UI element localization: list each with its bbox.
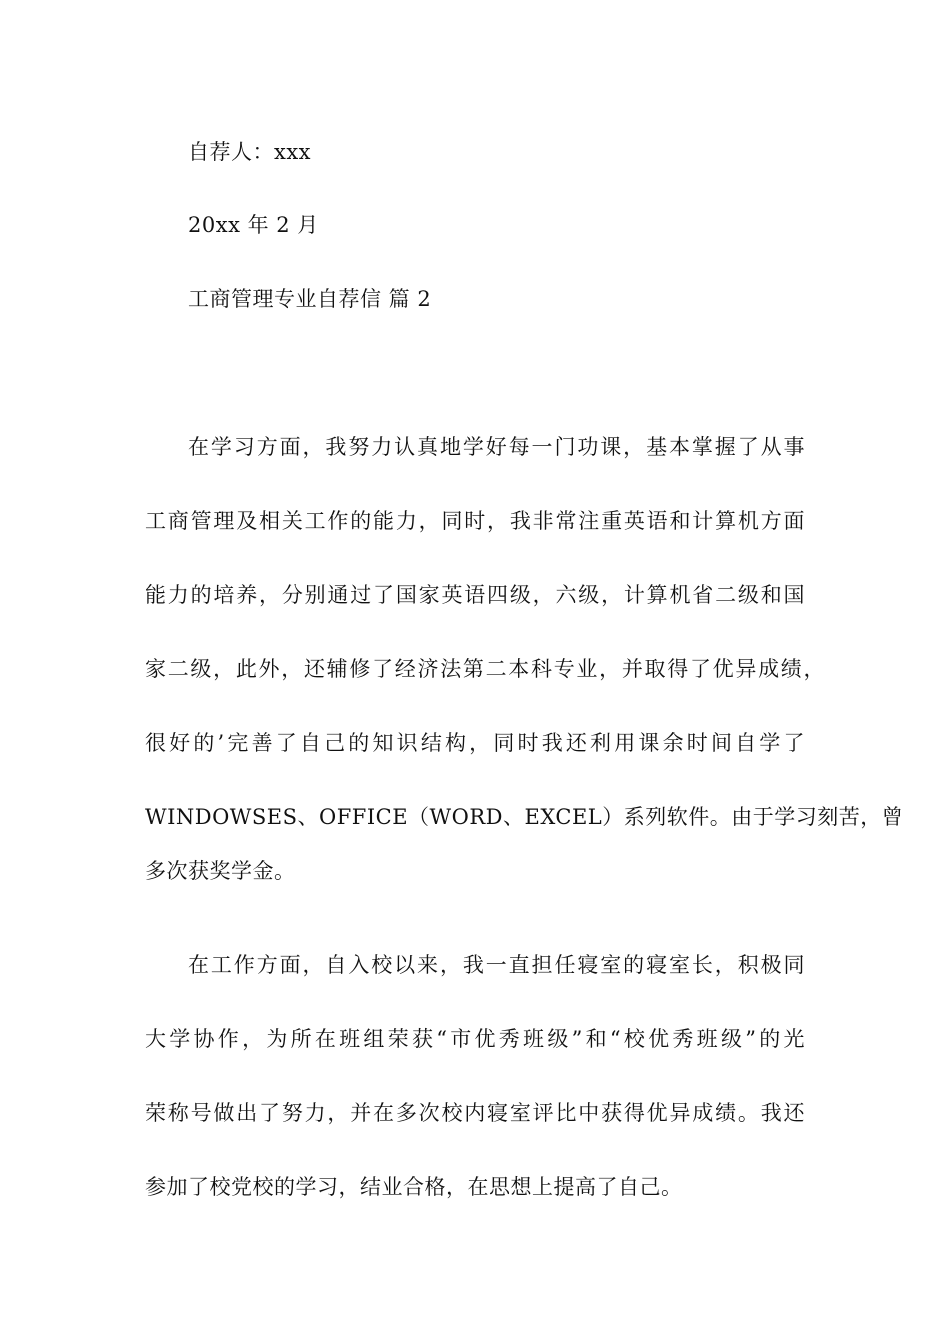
signer-line: 自荐人：xxx xyxy=(188,140,312,164)
paragraph-line: 在学习方面，我努力认真地学好每一门功课，基本掌握了从事 xyxy=(188,435,805,459)
paragraph-line: WINDOWSES、OFFICE（WORD、EXCEL）系列软件。由于学习刻苦，曾 xyxy=(145,805,904,829)
date-line: 20xx 年 2 月 xyxy=(188,213,319,237)
section-title: 工商管理专业自荐信 篇 2 xyxy=(188,287,432,311)
paragraph-line: 能力的培养，分别通过了国家英语四级，六级，计算机省二级和国 xyxy=(145,583,805,607)
paragraph-line: 家二级，此外，还辅修了经济法第二本科专业，并取得了优异成绩， xyxy=(145,657,825,681)
paragraph-line: 大学协作，为所在班组荣获“市优秀班级”和“校优秀班级”的光 xyxy=(145,1027,805,1051)
paragraph-line: 在工作方面，自入校以来，我一直担任寝室的寝室长，积极同 xyxy=(188,953,805,977)
paragraph-line: 参加了校党校的学习，结业合格，在思想上提高了自己。 xyxy=(145,1175,683,1199)
paragraph-line: 很好的’完善了自己的知识结构，同时我还利用课余时间自学了 xyxy=(145,731,805,755)
paragraph-line: 荣称号做出了努力，并在多次校内寝室评比中获得优异成绩。我还 xyxy=(145,1101,805,1125)
paragraph-line: 工商管理及相关工作的能力，同时，我非常注重英语和计算机方面 xyxy=(145,509,805,533)
paragraph-line: 多次获奖学金。 xyxy=(145,859,296,883)
